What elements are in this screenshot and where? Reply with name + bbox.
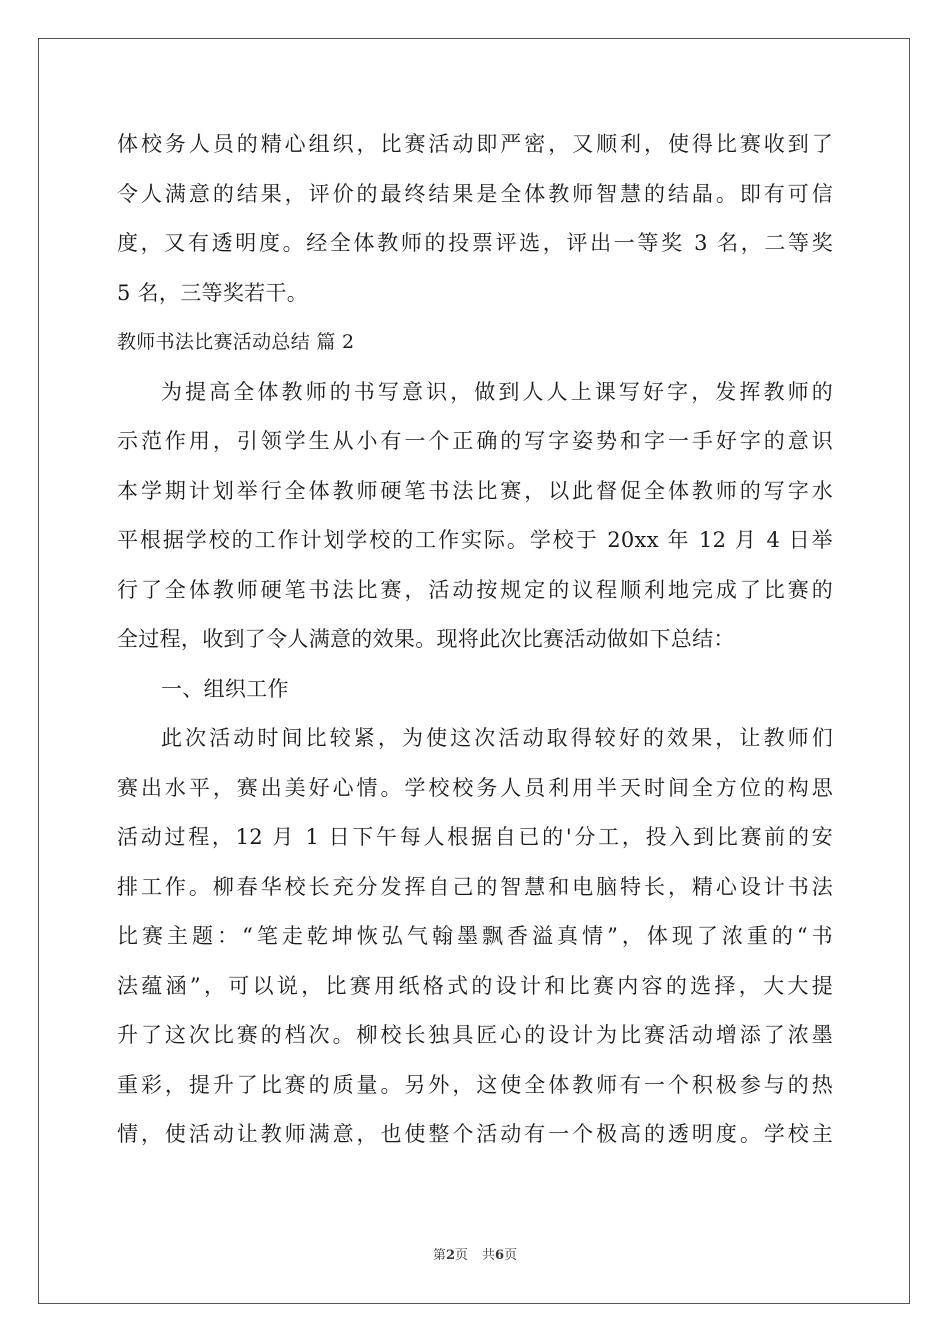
page-suffix: 页 <box>454 1248 468 1263</box>
text-line: 比赛主题：“笔走乾坤恢弘气翰墨飘香溢真情”，体现了浓重的“书 <box>117 924 833 948</box>
document-body <box>117 120 833 1160</box>
text-line: 全过程，收到了令人满意的效果。现将此次比赛活动做如下总结： <box>117 627 735 651</box>
page-footer <box>0 1244 950 1263</box>
text-line: 情，使活动让教师满意，也使整个活动有一个极高的透明度。学校主 <box>117 1122 833 1146</box>
text-line: 重彩，提升了比赛的质量。另外，这使全体教师有一个积极参与的热 <box>117 1072 833 1097</box>
text-line: 示范作用，引领学生从小有一个正确的写字姿势和字一手好字的意识 <box>117 429 833 453</box>
text-line: 5 名，三等奖若干。 <box>117 280 309 305</box>
text-line: 度，又有透明度。经全体教师的投票评选，评出一等奖 3 名，二等奖 <box>117 231 833 255</box>
text-line: 法蕴涵”，可以说，比赛用纸格式的设计和比赛内容的选择，大大提 <box>117 973 833 998</box>
text-line: 赛出水平，赛出美好心情。学校校务人员利用半天时间全方位的构思 <box>117 775 833 800</box>
page-prefix: 第 <box>432 1248 446 1263</box>
text-line: 为提高全体教师的书写意识，做到人人上课写好字，发挥教师的 <box>161 379 833 404</box>
text-line: 平根据学校的工作计划学校的工作实际。学校于 20xx 年 12 月 4 日举 <box>117 528 833 552</box>
text-line: 此次活动时间比较紧，为使这次活动取得较好的效果，让教师们 <box>161 726 833 750</box>
total-page-number: 6 <box>495 1248 505 1263</box>
total-prefix: 共 <box>482 1248 496 1263</box>
text-line: 升了这次比赛的档次。柳校长独具匠心的设计为比赛活动增添了浓墨 <box>117 1023 833 1047</box>
text-line: 活动过程，12 月 1 日下午每人根据自已的'分工，投入到比赛前的安 <box>117 825 833 849</box>
section-heading: 教师书法比赛活动总结 篇 2 <box>117 331 355 353</box>
current-page-number: 2 <box>445 1248 455 1263</box>
text-line: 本学期计划举行全体教师硬笔书法比赛，以此督促全体教师的写字水 <box>117 478 833 503</box>
text-line: 排工作。柳春华校长充分发挥自己的智慧和电脑特长，精心设计书法 <box>117 874 833 899</box>
subsection-heading: 一、组织工作 <box>161 676 289 701</box>
text-line: 行了全体教师硬笔书法比赛，活动按规定的议程顺利地完成了比赛的 <box>117 577 833 602</box>
text-line: 令人满意的结果，评价的最终结果是全体教师智慧的结晶。即有可信 <box>117 181 833 206</box>
total-suffix: 页 <box>504 1248 518 1263</box>
text-line: 体校务人员的精心组织，比赛活动即严密，又顺利，使得比赛收到了 <box>117 132 833 156</box>
